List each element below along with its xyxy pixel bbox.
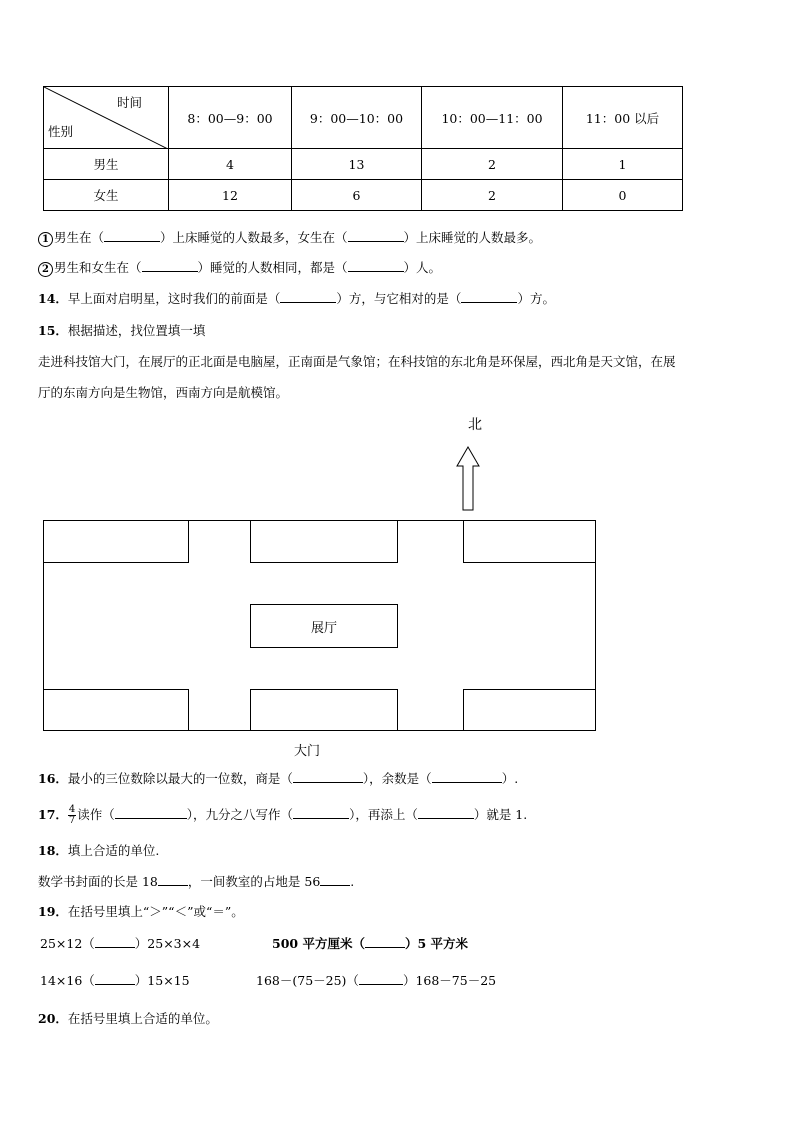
time-slot: 10：00—11：00 xyxy=(422,87,563,149)
answer-blank[interactable] xyxy=(293,771,363,783)
cell: 2 xyxy=(422,180,563,211)
circled-number-1: 1 xyxy=(38,232,53,247)
q13-item1: 1 男生在（ ）上床睡觉的人数最多，女生在（ ）上床睡觉的人数最多。 xyxy=(38,230,541,247)
comparison-3: 14×16（ ）15×15 xyxy=(40,973,190,988)
table-corner-header xyxy=(44,87,169,149)
north-label: 北 xyxy=(468,417,482,433)
room-southwest[interactable] xyxy=(43,689,189,731)
circled-number-2: 2 xyxy=(38,262,53,277)
exhibition-hall: 展厅 xyxy=(250,604,398,648)
table-row xyxy=(44,180,683,211)
answer-blank[interactable] xyxy=(104,230,160,242)
answer-blank[interactable] xyxy=(348,230,404,242)
answer-blank[interactable] xyxy=(359,973,403,985)
table-row xyxy=(44,149,683,180)
room-northeast[interactable] xyxy=(463,520,596,563)
cell: 13 xyxy=(292,149,422,180)
question-20-title: 20．在括号里填上合适的单位。 xyxy=(38,1011,218,1026)
time-slot: 9：00—10：00 xyxy=(292,87,422,149)
row-label: 女生 xyxy=(44,180,169,211)
q13-item2: 2 男生和女生在（ ）睡觉的人数相同，都是（ ）人。 xyxy=(38,260,441,277)
row-label: 男生 xyxy=(44,149,169,180)
answer-blank[interactable] xyxy=(95,973,135,985)
answer-blank[interactable] xyxy=(142,260,198,272)
question-15-title: 15．根据描述，找位置填一填 xyxy=(38,323,206,338)
answer-blank[interactable] xyxy=(293,807,349,819)
answer-blank[interactable] xyxy=(418,807,474,819)
room-southeast[interactable] xyxy=(463,689,596,731)
comparison-4: 168－(75－25)（ ）168－75－25 xyxy=(256,973,497,988)
header-gender: 性别 xyxy=(48,124,74,139)
cell: 2 xyxy=(422,149,563,180)
time-slot: 11：00 以后 xyxy=(563,87,683,149)
answer-blank[interactable] xyxy=(365,936,405,948)
time-slot: 8：00—9：00 xyxy=(169,87,292,149)
answer-blank[interactable] xyxy=(348,260,404,272)
answer-blank[interactable] xyxy=(320,874,350,886)
question-15-desc-1: 走进科技馆大门，在展厅的正北面是电脑屋，正南面是气象馆；在科技馆的东北角是环保屋，西北角是天文馆，在展 xyxy=(38,354,676,369)
answer-blank[interactable] xyxy=(95,936,135,948)
sleep-time-table xyxy=(43,86,683,211)
comparison-2: 500 平方厘米（ ）5 平方米 xyxy=(272,936,469,951)
fraction-4-7: $\frac{4}{7}$ xyxy=(68,804,76,826)
room-northwest[interactable] xyxy=(43,520,189,563)
room-north[interactable] xyxy=(250,520,398,563)
header-time: 时间 xyxy=(116,95,142,110)
room-south[interactable] xyxy=(250,689,398,731)
cell: 1 xyxy=(563,149,683,180)
north-arrow-icon xyxy=(456,446,480,512)
cell: 6 xyxy=(292,180,422,211)
cell: 0 xyxy=(563,180,683,211)
question-18-body: 数学书封面的长是 18 ，一间教室的占地是 56 . xyxy=(38,874,355,889)
question-16: 16．最小的三位数除以最大的一位数，商是（ ），余数是（ ）. xyxy=(38,771,519,786)
question-14: 14．早上面对启明星，这时我们的前面是（ ）方，与它相对的是（ ）方。 xyxy=(38,291,555,306)
gate-label: 大门 xyxy=(294,744,321,759)
cell: 4 xyxy=(169,149,292,180)
question-19-title: 19．在括号里填上“＞”“＜”或“＝”。 xyxy=(38,904,244,919)
question-18-title: 18．填上合适的单位. xyxy=(38,843,160,858)
cell: 12 xyxy=(169,180,292,211)
question-17: 17． $\frac{4}{7}$ 读作（ ），九分之八写作（ ），再添上（ ）就是 1. xyxy=(38,804,528,826)
answer-blank[interactable] xyxy=(280,291,336,303)
answer-blank[interactable] xyxy=(432,771,502,783)
answer-blank[interactable] xyxy=(158,874,188,886)
comparison-1: 25×12（ ）25×3×4 xyxy=(40,936,201,951)
question-15-desc-2: 厅的东南方向是生物馆，西南方向是航模馆。 xyxy=(38,385,289,400)
answer-blank[interactable] xyxy=(115,807,187,819)
answer-blank[interactable] xyxy=(461,291,517,303)
